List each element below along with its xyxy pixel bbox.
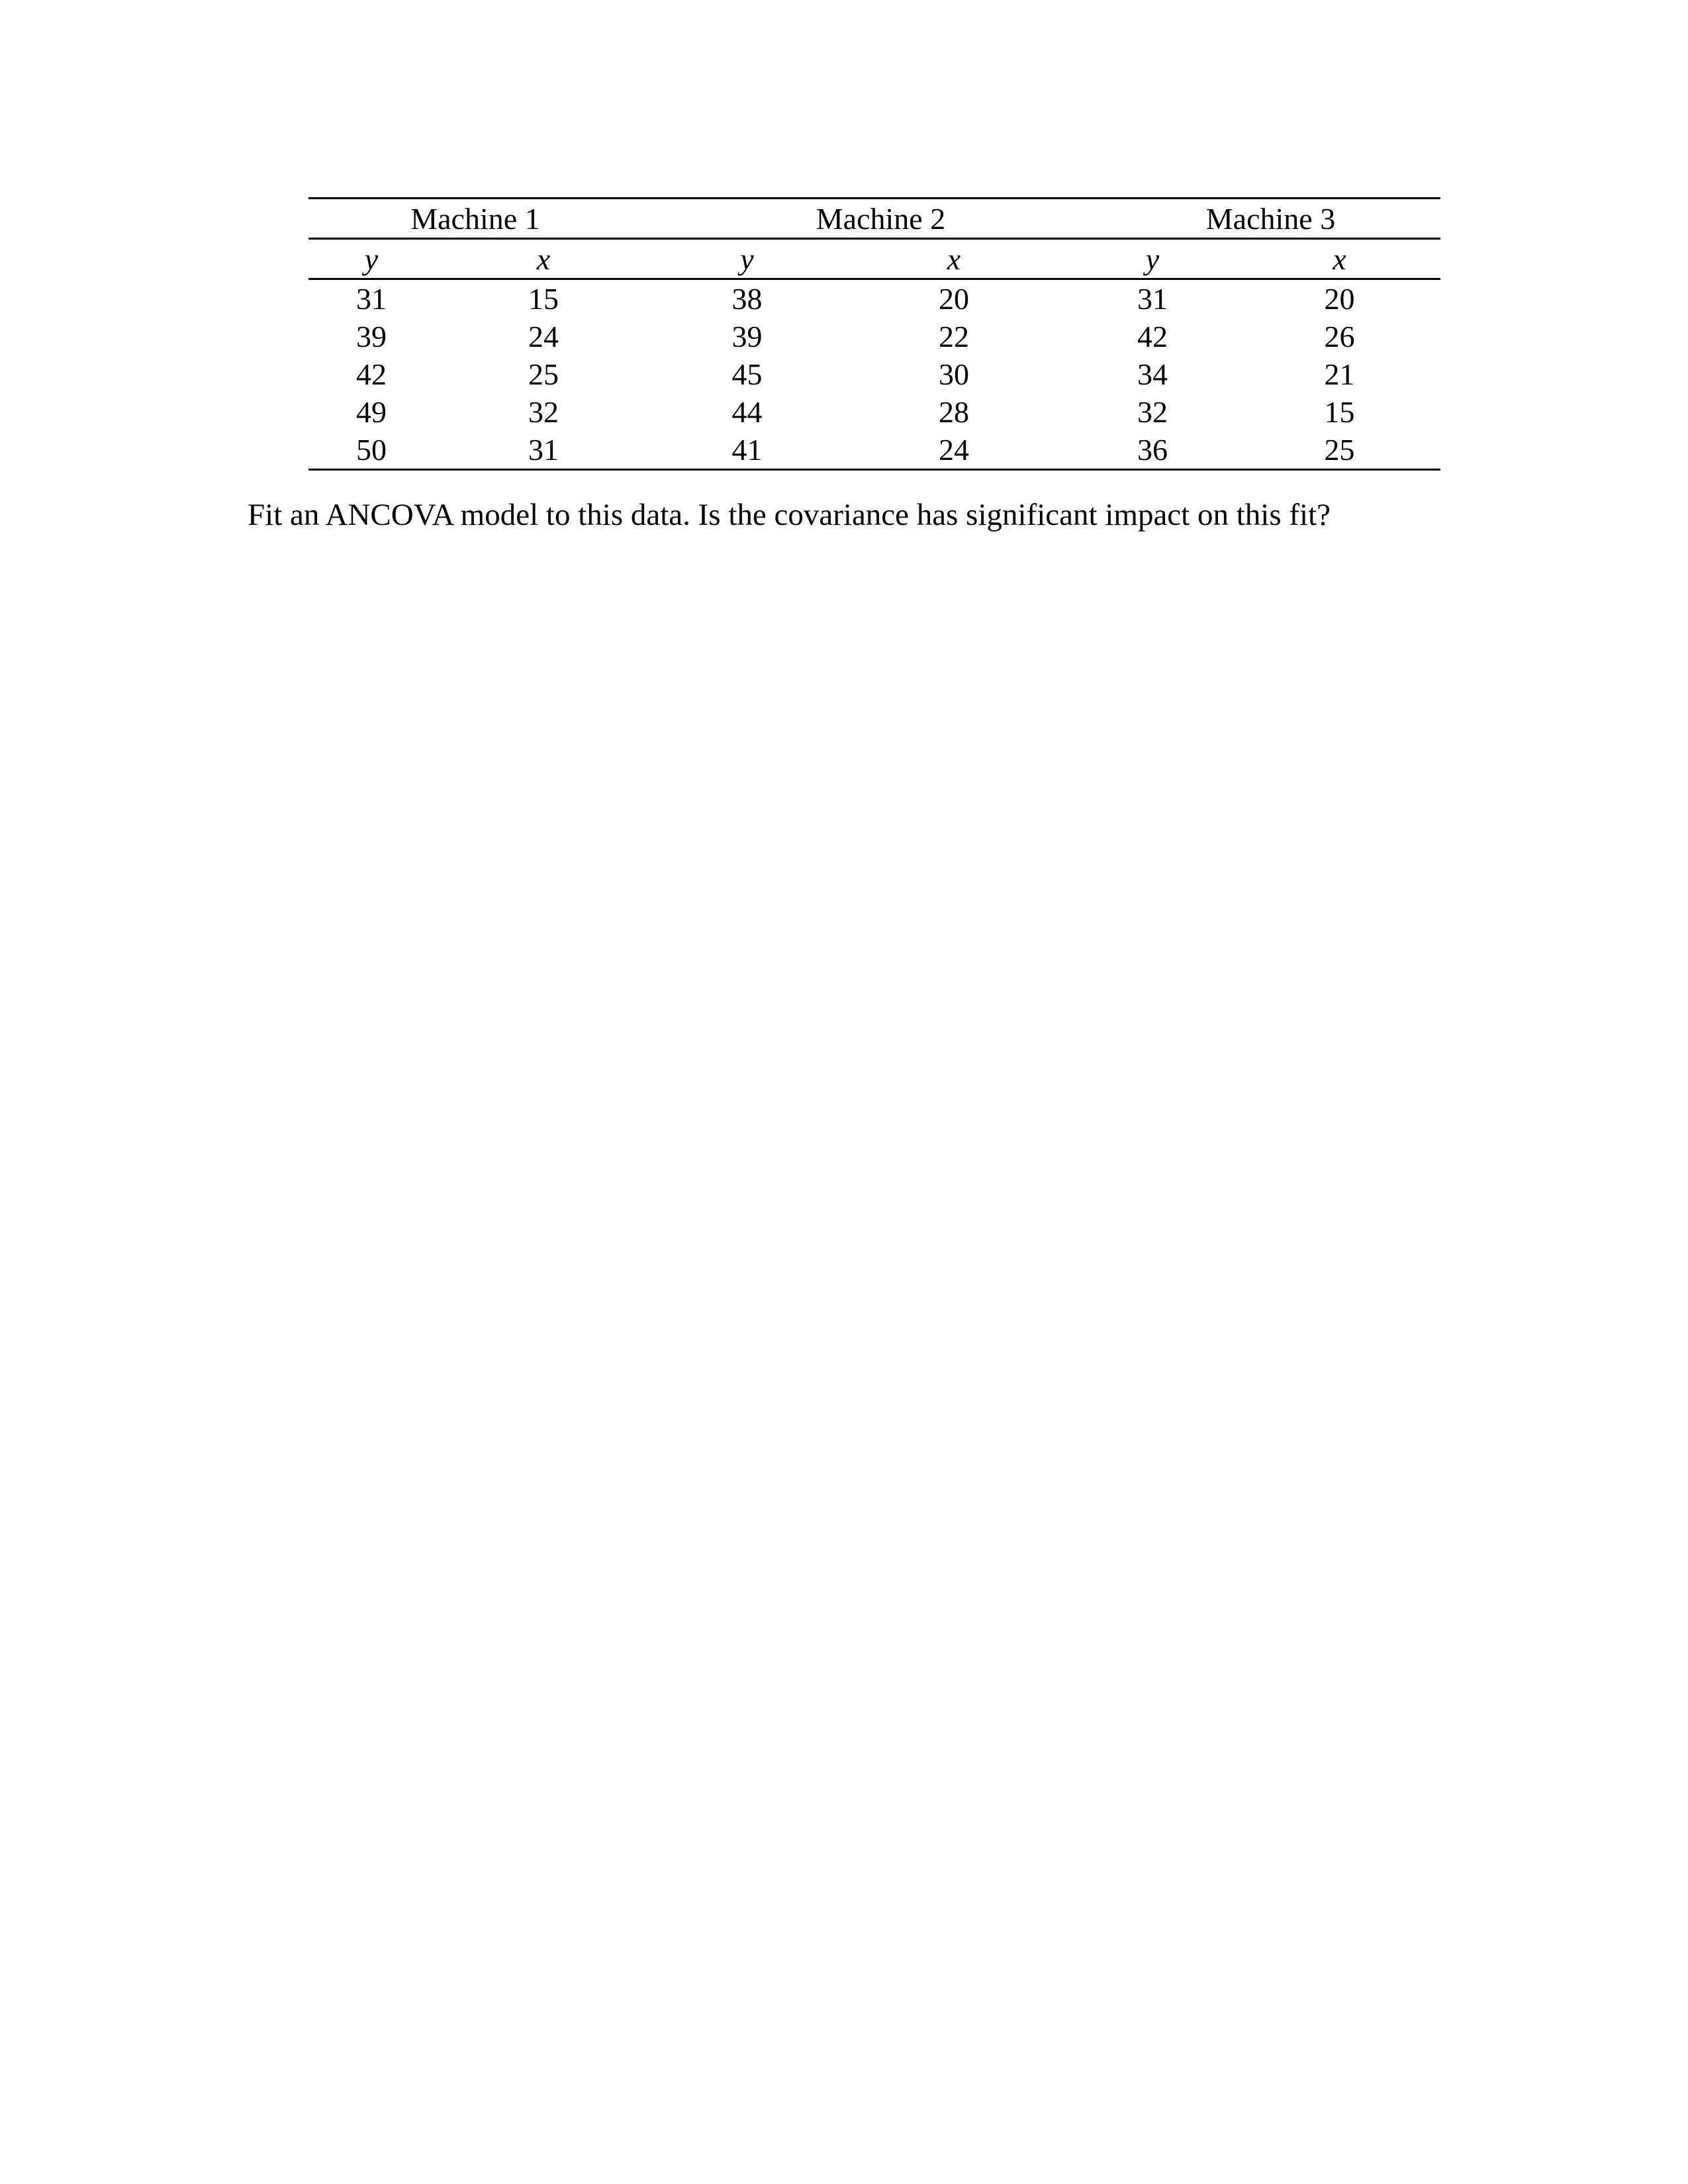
table-cell: 39 (356, 320, 387, 353)
table-cell: 36 (1066, 431, 1239, 470)
question-text: Fit an ANCOVA model to this data. Is the covariance has significant impact on this fit? (248, 498, 1331, 532)
data-table (308, 197, 1440, 471)
table-cell: 20 (939, 282, 969, 316)
table-cell: 41 (653, 431, 841, 470)
variable-header: y (1066, 239, 1239, 279)
table-cell: 20 (1324, 282, 1355, 316)
variable-header: x (434, 239, 653, 279)
table-row (308, 393, 1440, 431)
table-cell: 21 (1324, 357, 1355, 391)
group-header-machine-2 (653, 199, 1066, 239)
table-row (308, 318, 1440, 355)
table-cell: 34 (1137, 357, 1168, 391)
table-cell: 38 (731, 282, 763, 316)
table-cell: 22 (939, 320, 969, 353)
variable-header-row (308, 239, 1440, 279)
table-cell: 28 (939, 395, 969, 429)
table-cell: 42 (356, 357, 387, 391)
group-header-machine-3 (1066, 199, 1440, 239)
table-cell: 31 (1137, 282, 1168, 316)
variable-header: y (308, 239, 434, 279)
group-label: Machine 2 (816, 201, 946, 236)
table-cell: 24 (841, 431, 1066, 470)
table-cell: 42 (1137, 320, 1168, 353)
group-label: Machine 3 (1205, 201, 1336, 236)
table-cell: 32 (528, 395, 559, 429)
table-cell: 32 (1137, 395, 1168, 429)
table-cell: 39 (731, 320, 763, 353)
variable-header: y (653, 239, 841, 279)
table-cell: 15 (1324, 395, 1355, 429)
table-row (308, 279, 1440, 318)
table-row (308, 431, 1440, 470)
table-cell: 31 (356, 282, 387, 316)
table-cell: 44 (731, 395, 763, 429)
table-cell: 15 (528, 282, 559, 316)
table-cell: 24 (528, 320, 559, 353)
table-cell: 45 (731, 357, 763, 391)
variable-header: x (1239, 239, 1440, 279)
table-cell: 26 (1324, 320, 1355, 353)
group-header-machine-1 (308, 199, 653, 239)
variable-header: x (841, 239, 1066, 279)
table-cell: 31 (434, 431, 653, 470)
group-header-row (308, 199, 1440, 239)
table-cell: 30 (939, 357, 969, 391)
table-cell: 50 (308, 431, 434, 470)
table-row (308, 355, 1440, 393)
group-label: Machine 1 (410, 201, 540, 236)
table-cell: 25 (528, 357, 559, 391)
table-cell: 25 (1239, 431, 1440, 470)
table-cell: 49 (356, 395, 387, 429)
